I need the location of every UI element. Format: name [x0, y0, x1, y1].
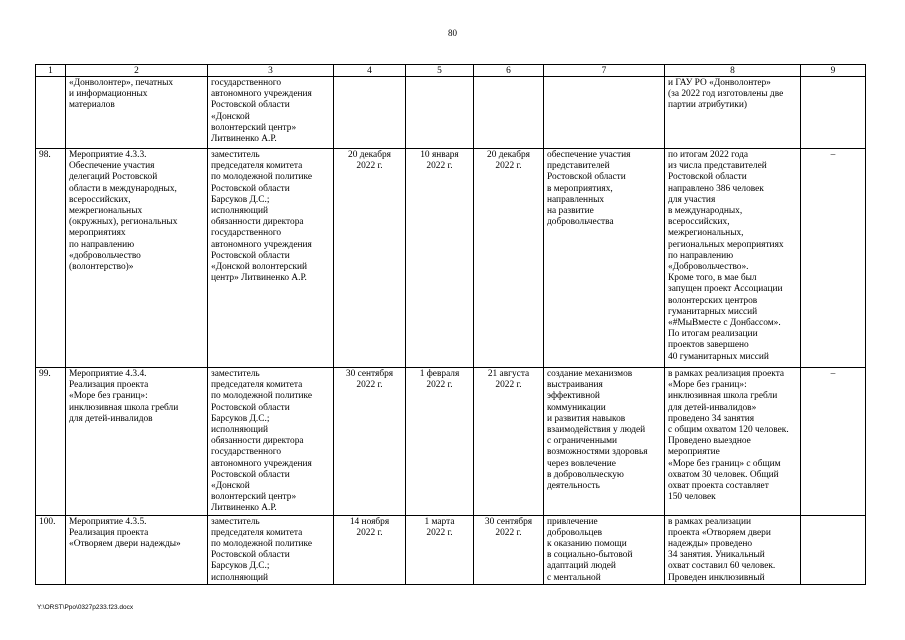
column-number: 7: [544, 65, 665, 77]
expected-result-cell: создание механизмов выстраивания эффективной коммуникации и развития навыков взаимодействия у людей с ограниченными возможностями здоровья через вовлечение в добровольческую деятельность: [544, 368, 665, 516]
note-cell: [801, 77, 866, 149]
start-date-cell: 10 января 2022 г.: [406, 149, 474, 368]
row-number-cell: [36, 77, 66, 149]
column-number: 5: [406, 65, 474, 77]
planned-date-cell: [334, 77, 406, 149]
column-number: 1: [36, 65, 66, 77]
start-date-cell: 1 марта 2022 г.: [406, 515, 474, 584]
file-path-footer: Y:\ORST\Ppo\0327p233.f23.docx: [37, 604, 134, 611]
start-date-cell: [406, 77, 474, 149]
responsible-cell: заместитель председателя комитета по молодежной политике Ростовской области Барсуков Д.С.; исполняющий обязанности директора государственного автономного учреждения Ростовской области «Донской волонтерский центр» Литвиненко А.Р.: [208, 368, 334, 516]
event-cell: Мероприятие 4.3.5. Реализация проекта «Отворяем двери надежды»: [66, 515, 208, 584]
column-number: 3: [208, 65, 334, 77]
table-row: [36, 368, 866, 516]
planned-date-cell: 14 ноября 2022 г.: [334, 515, 406, 584]
actual-result-cell: по итогам 2022 года из числа представителей Ростовской области направлено 386 человек для участия в международных, всероссийских, межрегиональных, региональных мероприятиях по направлению «Добровольчество». Кроме того, в мае был запущен проект Ассоциации волонтерских центров гуманитарных миссий «#МыВместе с Донбассом». По итогам реализации проектов завершено 40 гуманитарных миссий: [665, 149, 801, 368]
responsible-cell: заместитель председателя комитета по молодежной политике Ростовской области Барсуков Д.С.; исполняющий обязанности директора государственного автономного учреждения Ростовской области «Донской волонтерский центр» Литвиненко А.Р.: [208, 149, 334, 368]
event-cell: «Донволонтер», печатных и информационных материалов: [66, 77, 208, 149]
column-numbers-row: [36, 65, 866, 77]
expected-result-cell: обеспечение участия представителей Ростовской области в мероприятиях, направленных на развитие добровольчества: [544, 149, 665, 368]
expected-result-cell: привлечение добровольцев к оказанию помощи в социально-бытовой адаптаций людей с ментальной: [544, 515, 665, 584]
column-number: 6: [474, 65, 544, 77]
actual-result-cell: и ГАУ РО «Донволонтер» (за 2022 год изготовлены две партии атрибутики): [665, 77, 801, 149]
planned-date-cell: 20 декабря 2022 г.: [334, 149, 406, 368]
page-number: 80: [448, 28, 457, 38]
responsible-cell: заместитель председателя комитета по молодежной политике Ростовской области Барсуков Д.С.; исполняющий: [208, 515, 334, 584]
event-cell: Мероприятие 4.3.3. Обеспечение участия делегаций Ростовской области в международных, всероссийских, межрегиональных (окружных), региональных мероприятиях по направлению «добровольчество (волонтерство)»: [66, 149, 208, 368]
table-row: [36, 77, 866, 149]
actual-result-cell: в рамках реализация проекта «Море без границ»: инклюзивная школа гребли для детей-инвалидов» проведено 34 занятия с общим охватом 120 человек. Проведено выездное мероприятие «Море без границ» с общим охватом 30 человек. Общий охват проекта составляет 150 человек: [665, 368, 801, 516]
note-cell: –: [801, 368, 866, 516]
table-row: [36, 515, 866, 584]
actual-result-cell: в рамках реализации проекта «Отворяем двери надежды» проведено 34 занятия. Уникальный охват составил 60 человек. Проведен инклюзивный: [665, 515, 801, 584]
end-date-cell: 20 декабря 2022 г.: [474, 149, 544, 368]
expected-result-cell: [544, 77, 665, 149]
column-number: 8: [665, 65, 801, 77]
table-row: [36, 149, 866, 368]
row-number-cell: 100.: [36, 515, 66, 584]
report-table: [35, 64, 866, 585]
row-number-cell: 98.: [36, 149, 66, 368]
end-date-cell: 21 августа 2022 г.: [474, 368, 544, 516]
planned-date-cell: 30 сентября 2022 г.: [334, 368, 406, 516]
column-number: 2: [66, 65, 208, 77]
row-number-cell: 99.: [36, 368, 66, 516]
note-cell: [801, 515, 866, 584]
responsible-cell: государственного автономного учреждения Ростовской области «Донской волонтерский центр» Литвиненко А.Р.: [208, 77, 334, 149]
column-number: 4: [334, 65, 406, 77]
end-date-cell: [474, 77, 544, 149]
start-date-cell: 1 февраля 2022 г.: [406, 368, 474, 516]
note-cell: –: [801, 149, 866, 368]
event-cell: Мероприятие 4.3.4. Реализация проекта «Море без границ»: инклюзивная школа гребли для детей-инвалидов: [66, 368, 208, 516]
column-number: 9: [801, 65, 866, 77]
end-date-cell: 30 сентября 2022 г.: [474, 515, 544, 584]
